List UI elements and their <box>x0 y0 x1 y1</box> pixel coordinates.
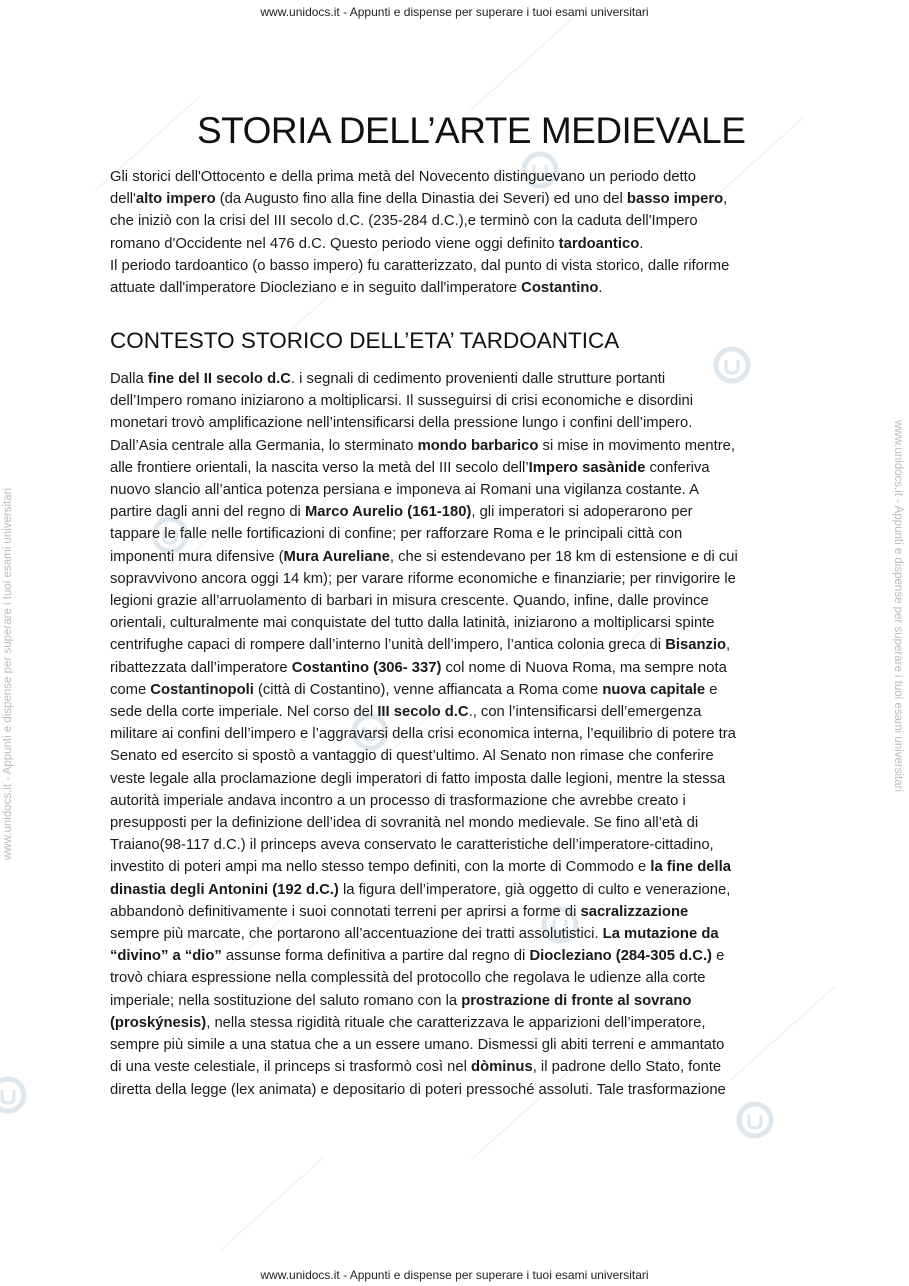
text-line <box>110 834 825 856</box>
watermark-line <box>220 1156 325 1250</box>
text-run: dell' <box>110 191 136 208</box>
text-run: , <box>726 637 731 654</box>
text-run: (da Augusto fino alla fine della Dinastia dei Severi) ed uno del <box>215 191 627 208</box>
bold-text: La mutazione da <box>602 926 719 943</box>
bold-text: alto impero <box>135 191 216 208</box>
text-line <box>110 479 825 501</box>
text-run: ribattezzata dall’imperatore <box>110 659 292 676</box>
bold-text: sacralizzazione <box>580 903 689 920</box>
text-run: (città di Costantino), venne affiancata a Roma come <box>253 681 603 698</box>
text-line <box>110 523 825 545</box>
text-line <box>110 790 825 812</box>
text-line <box>110 701 825 723</box>
text-run: romano d'Occidente nel 476 d.C. Questo periodo viene oggi definito <box>110 235 559 252</box>
unidocs-logo-icon <box>735 1100 775 1140</box>
bold-text: Mura Aureliane <box>283 548 390 565</box>
text-run: Dalla <box>110 371 148 387</box>
text-run: di una veste celestiale, il princeps si trasformò così nel <box>110 1059 472 1076</box>
bold-text: Impero sasànide <box>528 459 646 476</box>
text-line <box>110 568 825 590</box>
bold-text: Costantino <box>521 280 599 297</box>
text-run: , che si estendevano per 18 km di estensione e di cui <box>389 548 738 565</box>
bold-text: “divino” a “dio” <box>110 948 222 965</box>
bold-text: Diocleziano (284-305 d.C.) <box>529 948 712 965</box>
text-line <box>110 723 825 745</box>
watermark-right-text: www.unidocs.it - Appunti e dispense per superare i tuoi esami universitari <box>892 420 904 793</box>
bold-text: III secolo d.C <box>377 704 469 721</box>
bold-text: fine del II secolo d.C <box>147 371 291 387</box>
text-line <box>110 1012 825 1034</box>
text-run: e <box>705 681 718 698</box>
text-run: la figura dell’imperatore, già oggetto di culto e venerazione, <box>338 881 731 898</box>
text-run: tappare le falle nelle fortificazioni di confine; per rafforzare Roma e le principali città con <box>110 526 683 543</box>
bold-text: Costantinopoli <box>150 681 254 698</box>
text-run: Dall’Asia centrale alla Germania, lo sterminato <box>110 437 418 454</box>
text-line <box>110 612 825 634</box>
text-run: sempre più marcate, che portarono all’accentuazione dei tratti assolutistici. <box>110 926 603 943</box>
text-run: sede della corte imperiale. Nel corso del <box>110 704 378 721</box>
text-line <box>110 368 825 390</box>
text-run: si mise in movimento mentre, <box>538 437 735 454</box>
text-run: come <box>110 681 151 698</box>
intro-paragraph <box>110 166 825 299</box>
text-line <box>110 679 825 701</box>
bold-text: nuova capitale <box>602 681 706 698</box>
text-run: militare ai confini dell’impero e l’aggravarsi della crisi economica interna, l’equilibrio di potere tra <box>110 726 736 743</box>
text-line <box>110 745 825 767</box>
bold-text: Costantino (306- 337) <box>291 659 442 676</box>
text-line <box>110 768 825 790</box>
text-run: ., con l’intensificarsi dell’emergenza <box>468 704 702 721</box>
text-line <box>110 233 825 255</box>
text-line <box>110 812 825 834</box>
watermark-left-text: www.unidocs.it - Appunti e dispense per superare i tuoi esami universitari <box>2 487 14 860</box>
text-run: partire dagli anni del regno di <box>110 504 305 521</box>
text-line <box>110 166 825 188</box>
text-line <box>110 501 825 523</box>
text-run: sempre più simile a una statua che a un essere umano. Dismessi gli abiti terreni e ammantato <box>110 1037 725 1054</box>
text-run: veste legale alla proclamazione degli imperatori di fatto imposta dalle legioni, mentre la stessa <box>110 770 726 787</box>
text-run: , gli imperatori si adoperarono per <box>471 504 693 521</box>
text-line <box>110 1056 825 1078</box>
text-line <box>110 901 825 923</box>
text-run: . i segnali di cedimento provenienti dalle strutture portanti <box>290 371 666 387</box>
text-run: dell’Impero romano iniziarono a moltiplicarsi. Il susseguirsi di crisi economiche e disordini <box>110 393 694 410</box>
text-line <box>110 945 825 967</box>
watermark-line <box>470 16 575 110</box>
bold-text: la fine della <box>650 859 731 876</box>
text-line <box>110 255 825 277</box>
text-run: attuate dall'imperatore Diocleziano e in seguito dall'imperatore <box>110 280 522 297</box>
bold-text: mondo barbarico <box>417 437 539 454</box>
text-line <box>110 1034 825 1056</box>
text-line <box>110 412 825 434</box>
section-title: CONTESTO STORICO DELL’ETA’ TARDOANTICA <box>110 328 620 353</box>
text-run: conferiva <box>645 459 710 476</box>
text-run: col nome di Nuova Roma, ma sempre nota <box>441 659 727 676</box>
text-run: . <box>598 280 603 297</box>
text-run: centrifughe capaci di rompere dall’interno l’unità dell’impero, l’antica colonia greca di <box>110 637 666 654</box>
text-run: Senato ed esercito si spostò a vantaggio di quest’ultimo. Al Senato non rimase che conferire <box>110 748 714 765</box>
text-line <box>110 967 825 989</box>
text-run: diretta della legge (lex animata) e depositario di poteri pressoché assoluti. Tale trasformazione <box>110 1081 726 1098</box>
bold-text: Bisanzio <box>665 637 727 654</box>
text-run: orientali, culturalmente mai conquistate del tutto dalla latinità, iniziarono a moltiplicarsi spinte <box>110 615 715 632</box>
text-run: che iniziò con la crisi del III secolo d.C. (235-284 d.C.),e terminò con la caduta dell'Impero <box>110 213 698 230</box>
bold-text: dòminus <box>471 1059 533 1076</box>
bold-text: prostrazione di fronte al sovrano <box>461 992 692 1009</box>
text-line <box>110 188 825 210</box>
text-line <box>110 657 825 679</box>
text-run: assunse forma definitiva a partire dal regno di <box>221 948 530 965</box>
bold-text: basso impero <box>626 191 724 208</box>
text-run: sopravvivono ancora oggi 14 km); per varare riforme economiche e finanziarie; per rinvigorire le <box>110 570 736 587</box>
text-run: , il padrone dello Stato, fonte <box>532 1059 722 1076</box>
text-run: trovò chiara espressione nella complessità del protocollo che regolava le udienze alla corte <box>110 970 706 987</box>
page-title: STORIA DELL’ARTE MEDIEVALE <box>197 110 746 151</box>
header-watermark: www.unidocs.it - Appunti e dispense per superare i tuoi esami universitari <box>260 5 649 19</box>
text-run: investito di poteri ampi ma nello stesso tempo definiti, con la morte di Commodo e <box>110 859 651 876</box>
text-line <box>110 546 825 568</box>
text-line <box>110 879 825 901</box>
text-line <box>110 856 825 878</box>
bold-text: tardoantico <box>558 235 640 252</box>
text-run: Il periodo tardoantico (o basso impero) fu caratterizzato, dal punto di vista storico, dalle riforme <box>110 257 730 274</box>
text-line <box>110 277 825 299</box>
footer-watermark: www.unidocs.it - Appunti e dispense per superare i tuoi esami universitari <box>260 1268 649 1282</box>
bold-text: Marco Aurelio (161-180) <box>304 504 472 521</box>
text-line <box>110 390 825 412</box>
body-paragraph <box>110 368 825 1101</box>
text-run: abbandonò definitivamente i suoi connotati terreni per aprirsi a forme di <box>110 903 581 920</box>
text-run: autorità imperiale andava incontro a un processo di trasformazione che avrebbe creato i <box>110 792 686 809</box>
text-run: nuovo slancio all’antica potenza persiana e imponeva ai Romani una vigilanza costante. A <box>110 482 699 499</box>
text-line <box>110 435 825 457</box>
bold-text: dinastia degli Antonini (192 d.C.) <box>110 881 339 898</box>
text-line <box>110 210 825 232</box>
text-run: presupposti per la definizione dell’idea di sovranità nel mondo medievale. Se fino all’età di <box>110 815 699 832</box>
text-line <box>110 634 825 656</box>
text-run: imperiale; nella sostituzione del saluto romano con la <box>110 992 462 1009</box>
text-run: imponenti mura difensive ( <box>110 548 284 565</box>
text-run: monetari trovò amplificazione nell’intensificarsi della pressione lungo i confini dell’impero. <box>110 415 693 432</box>
text-run: Traiano(98-117 d.C.) il princeps aveva conservato le caratteristiche dell’imperatore-cittadino, <box>110 837 714 854</box>
text-run: , nella stessa rigidità rituale che caratterizzava le apparizioni dell’imperatore, <box>206 1014 706 1031</box>
text-run: . <box>639 235 644 252</box>
text-run: e <box>712 948 725 965</box>
text-line <box>110 923 825 945</box>
unidocs-logo-icon <box>0 1075 28 1115</box>
text-line <box>110 457 825 479</box>
text-line <box>110 990 825 1012</box>
text-run: alle frontiere orientali, la nascita verso la metà del III secolo dell’ <box>110 459 529 476</box>
text-run: Gli storici dell'Ottocento e della prima metà del Novecento distinguevano un periodo detto <box>110 169 696 185</box>
text-line <box>110 590 825 612</box>
text-run: , <box>723 191 728 208</box>
bold-text: (proskýnesis) <box>110 1014 207 1031</box>
text-run: legioni grazie all’arruolamento di barbari in misura crescente. Quando, infine, dalle province <box>110 593 709 610</box>
text-line <box>110 1079 825 1101</box>
